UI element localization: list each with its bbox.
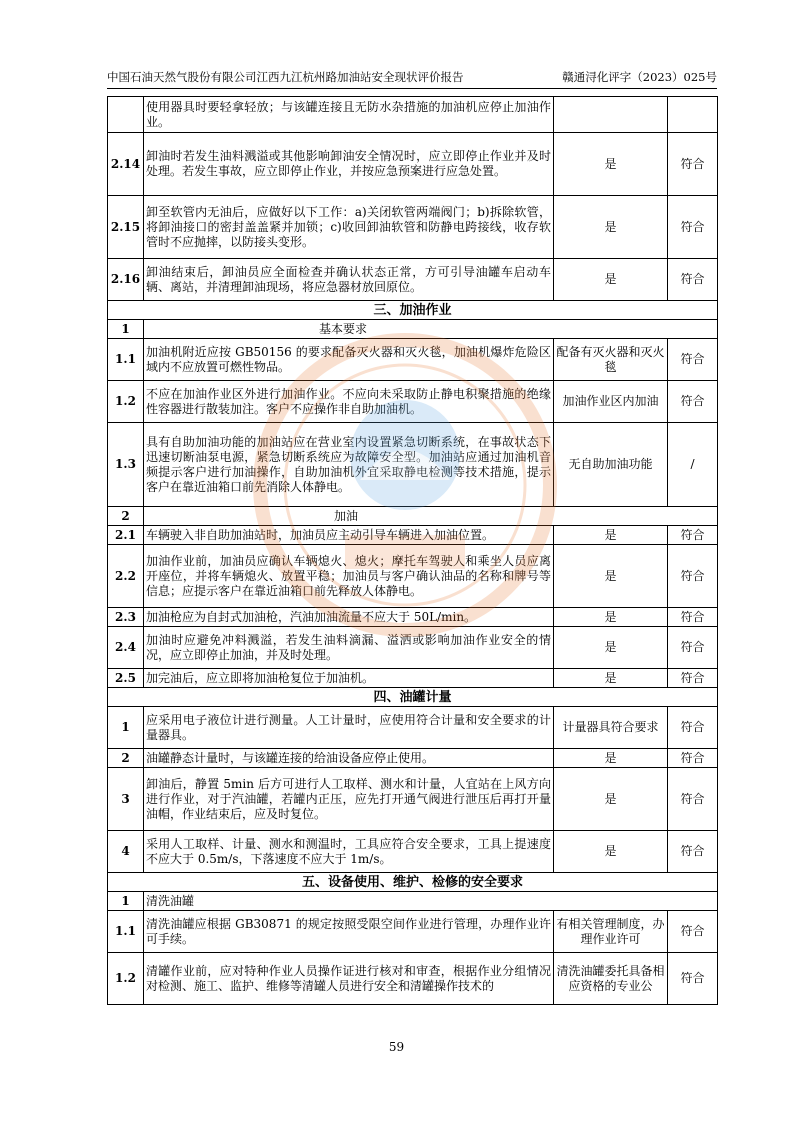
requirement-text: 具有自助加油功能的加油站应在营业室内设置紧急切断系统，在事故状态下迅速切断油泵电源，紧急切断系统应为故障安全型。加油站应通过加油机音频提示客户进行加油操作，自助加油机外宜采取静电检测等技术措施，提示客户在靠近油箱口前先消除人体静电。 (144, 423, 554, 507)
item-number: 2 (108, 507, 144, 526)
requirement-text: 加油时应避免冲料溅溢，若发生油料滴漏、溢洒或影响加油作业安全的情况，应立即停止加油，并及时处理。 (144, 627, 554, 669)
header-report-title: 中国石油天然气股份有限公司江西九江杭州路加油站安全现状评价报告 (107, 70, 464, 84)
check-result: 是 (554, 526, 668, 545)
conclusion: 符合 (668, 831, 718, 873)
check-result: 有相关管理制度，办理作业许可 (554, 911, 668, 953)
subsection-title: 清洗油罐 (144, 892, 718, 911)
table-row (108, 707, 718, 749)
section-heading-row (108, 301, 718, 320)
table-row (108, 831, 718, 873)
conclusion: 符合 (668, 749, 718, 768)
conclusion: 符合 (668, 545, 718, 608)
table-row (108, 749, 718, 768)
item-number: 2.2 (108, 545, 144, 608)
item-number: 2 (108, 749, 144, 768)
section-heading-row (108, 873, 718, 892)
table-row (108, 953, 718, 1005)
conclusion: 符合 (668, 608, 718, 627)
item-number: 2.5 (108, 669, 144, 688)
item-number: 1 (108, 892, 144, 911)
conclusion: 符合 (668, 259, 718, 301)
table-row (108, 133, 718, 196)
check-result: 是 (554, 259, 668, 301)
requirement-text: 使用器具时要轻拿轻放；与该罐连接且无防水杂措施的加油机应停止加油作业。 (144, 97, 554, 133)
table-row (108, 97, 718, 133)
conclusion: 符合 (668, 526, 718, 545)
item-number: 1.2 (108, 953, 144, 1005)
inspection-table-body (108, 97, 718, 1005)
conclusion: 符合 (668, 707, 718, 749)
item-number: 2.3 (108, 608, 144, 627)
conclusion: 符合 (668, 953, 718, 1005)
table-row (108, 911, 718, 953)
requirement-text: 不应在加油作业区外进行加油作业。不应向未采取防止静电积聚措施的绝缘性容器进行散装加注。客户不应操作非自助加油机。 (144, 381, 554, 423)
item-number: 2.16 (108, 259, 144, 301)
conclusion: 符合 (668, 133, 718, 196)
requirement-text: 加油枪应为自封式加油枪，汽油加油流量不应大于 50L/min。 (144, 608, 554, 627)
item-number (108, 97, 144, 133)
check-result: 无自助加油功能 (554, 423, 668, 507)
requirement-text: 清洗油罐应根据 GB30871 的规定按照受限空间作业进行管理，办理作业许可手续。 (144, 911, 554, 953)
section-heading: 三、加油作业 (108, 301, 718, 320)
requirement-text: 加油作业前，加油员应确认车辆熄火、熄火；摩托车驾驶人和乘坐人员应离开座位，并将车辆熄火、放置平稳；加油员与客户确认油品的名称和牌号等信息；应提示客户在靠近油箱口前先释放人体静电。 (144, 545, 554, 608)
requirement-text: 卸油时若发生油料溅溢或其他影响卸油安全情况时，应立即停止作业并及时处理。若发生事故，应立即停止作业，并按应急预案进行应急处置。 (144, 133, 554, 196)
check-result: 是 (554, 627, 668, 669)
table-row (108, 381, 718, 423)
check-result: 计量器具符合要求 (554, 707, 668, 749)
item-number: 1.1 (108, 339, 144, 381)
section-heading: 四、油罐计量 (108, 688, 718, 707)
table-row (108, 627, 718, 669)
conclusion: 符合 (668, 339, 718, 381)
requirement-text: 加完油后，应立即将加油枪复位于加油机。 (144, 669, 554, 688)
item-number: 2.1 (108, 526, 144, 545)
requirement-text: 卸油后，静置 5min 后方可进行人工取样、测水和计量，人宜站在上风方向进行作业，对于汽油罐，若罐内正压，应先打开通气阀进行泄压后再打开量油帽，作业结束后，应及时复位。 (144, 768, 554, 831)
item-number: 1.3 (108, 423, 144, 507)
subsection-row (108, 320, 718, 339)
conclusion: 符合 (668, 911, 718, 953)
requirement-text: 卸至软管内无油后，应做好以下工作：a)关闭软管两端阀门；b)拆除软管，将卸油接口的密封盖盖紧并加锁；c)收回卸油软管和防静电跨接线，收存软管时不应抛摔，以防接头变形。 (144, 196, 554, 259)
page-header (107, 70, 717, 84)
table-row (108, 545, 718, 608)
item-number: 1.2 (108, 381, 144, 423)
conclusion (668, 97, 718, 133)
item-number: 1 (108, 707, 144, 749)
check-result: 是 (554, 545, 668, 608)
conclusion: 符合 (668, 196, 718, 259)
requirement-text: 清罐作业前，应对特种作业人员操作证进行核对和审查，根据作业分组情况对检测、施工、监护、维修等清罐人员进行安全和清罐操作技术的 (144, 953, 554, 1005)
table-row (108, 196, 718, 259)
conclusion: 符合 (668, 627, 718, 669)
item-number: 2.15 (108, 196, 144, 259)
check-result: 加油作业区内加油 (554, 381, 668, 423)
check-result: 是 (554, 133, 668, 196)
item-number: 1 (108, 320, 144, 339)
requirement-text: 加油机附近应按 GB50156 的要求配备灭火器和灭火毯，加油机爆炸危险区域内不应放置可燃性物品。 (144, 339, 554, 381)
subsection-title: 加油 (144, 507, 718, 526)
requirement-text: 车辆驶入非自助加油站时，加油员应主动引导车辆进入加油位置。 (144, 526, 554, 545)
requirement-text: 应采用电子液位计进行测量。人工计量时，应使用符合计量和安全要求的计量器具。 (144, 707, 554, 749)
conclusion: / (668, 423, 718, 507)
check-result: 是 (554, 768, 668, 831)
subsection-title: 基本要求 (144, 320, 718, 339)
check-result (554, 97, 668, 133)
requirement-text: 油罐静态计量时，与该罐连接的给油设备应停止使用。 (144, 749, 554, 768)
item-number: 3 (108, 768, 144, 831)
section-heading-row (108, 688, 718, 707)
table-row (108, 339, 718, 381)
conclusion: 符合 (668, 669, 718, 688)
conclusion: 符合 (668, 381, 718, 423)
table-row (108, 259, 718, 301)
table-row (108, 526, 718, 545)
requirement-text: 采用人工取样、计量、测水和测温时，工具应符合安全要求，工具上提速度不应大于 0.5m/s，下落速度不应大于 1m/s。 (144, 831, 554, 873)
check-result: 是 (554, 669, 668, 688)
conclusion: 符合 (668, 768, 718, 831)
check-result: 是 (554, 608, 668, 627)
header-rule (107, 88, 717, 89)
check-result: 配备有灭火器和灭火毯 (554, 339, 668, 381)
check-result: 是 (554, 196, 668, 259)
requirement-text: 卸油结束后，卸油员应全面检查并确认状态正常，方可引导油罐车启动车辆、离站，并清理卸油现场，将应急器材放回原位。 (144, 259, 554, 301)
item-number: 4 (108, 831, 144, 873)
table-row (108, 768, 718, 831)
header-report-number: 赣通浔化评字（2023）025号 (562, 70, 717, 84)
item-number: 2.14 (108, 133, 144, 196)
item-number: 1.1 (108, 911, 144, 953)
check-result: 是 (554, 749, 668, 768)
page-number: 59 (388, 1040, 405, 1054)
table-row (108, 608, 718, 627)
check-result: 是 (554, 831, 668, 873)
subsection-row (108, 892, 718, 911)
table-row (108, 669, 718, 688)
inspection-table (107, 96, 718, 1005)
subsection-row (108, 507, 718, 526)
check-result: 清洗油罐委托具备相应资格的专业公 (554, 953, 668, 1005)
item-number: 2.4 (108, 627, 144, 669)
section-heading: 五、设备使用、维护、检修的安全要求 (108, 873, 718, 892)
table-row (108, 423, 718, 507)
